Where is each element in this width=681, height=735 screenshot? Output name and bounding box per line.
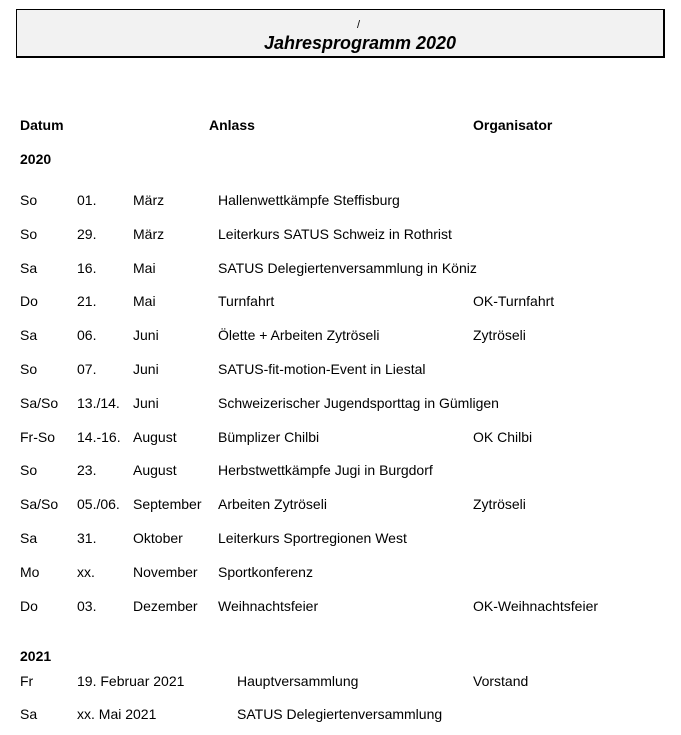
event-cell: Sportkonferenz (218, 564, 313, 580)
program-row (0, 293, 681, 311)
month-cell: Juni (133, 395, 159, 411)
month-cell: März (133, 226, 165, 242)
day-cell: Sa (20, 530, 38, 546)
month-cell: November (133, 564, 198, 580)
day-cell: Do (20, 293, 38, 309)
title-box (16, 9, 665, 58)
month-cell: Oktober (133, 530, 183, 546)
organizer-cell: Vorstand (473, 673, 529, 689)
event-cell: SATUS-fit-motion-Event in Liestal (218, 361, 426, 377)
date-number-cell: 14.-16. (77, 429, 121, 445)
program-row (0, 564, 681, 582)
organizer-cell: Zytröseli (473, 327, 526, 343)
month-cell: August (133, 462, 177, 478)
day-cell: Sa (20, 706, 38, 722)
event-cell: Leiterkurs SATUS Schweiz in Rothrist (218, 226, 452, 242)
column-header-anlass: Anlass (209, 117, 255, 133)
date-number-cell: 03. (77, 598, 97, 614)
date-number-cell: 05./06. (77, 496, 120, 512)
date-number-cell: 13./14. (77, 395, 120, 411)
date-number-cell: 23. (77, 462, 97, 478)
event-cell: Hauptversammlung (237, 673, 359, 689)
day-cell: Sa (20, 327, 38, 343)
day-cell: So (20, 361, 38, 377)
event-cell: SATUS Delegiertenversammlung (237, 706, 443, 722)
month-cell: Juni (133, 361, 159, 377)
date-number-cell: 06. (77, 327, 97, 343)
date-number-cell: 31. (77, 530, 97, 546)
month-cell: Mai (133, 293, 156, 309)
program-row (0, 598, 681, 616)
date-number-cell: 16. (77, 260, 97, 276)
date-number-cell: 29. (77, 226, 97, 242)
event-cell: Bümplizer Chilbi (218, 429, 320, 445)
organizer-cell: OK Chilbi (473, 429, 533, 445)
date-cell: xx. Mai 2021 (77, 706, 157, 722)
year-heading-2021: 2021 (20, 648, 52, 664)
program-row (0, 673, 681, 691)
program-row (0, 462, 681, 480)
day-cell: So (20, 462, 38, 478)
event-cell: Leiterkurs Sportregionen West (218, 530, 407, 546)
event-cell: Ölette + Arbeiten Zytröseli (218, 327, 380, 343)
event-cell: Hallenwettkämpfe Steffisburg (218, 192, 400, 208)
program-row (0, 530, 681, 548)
program-row (0, 327, 681, 345)
program-row (0, 496, 681, 514)
event-cell: Herbstwettkämpfe Jugi in Burgdorf (218, 462, 433, 478)
event-cell: Turnfahrt (218, 293, 275, 309)
event-cell: Arbeiten Zytröseli (218, 496, 327, 512)
day-cell: So (20, 226, 38, 242)
organizer-cell: Zytröseli (473, 496, 526, 512)
organizer-cell: OK-Turnfahrt (473, 293, 555, 309)
month-cell: Mai (133, 260, 156, 276)
month-cell: Juni (133, 327, 159, 343)
program-row (0, 260, 681, 278)
event-cell: Schweizerischer Jugendsporttag in Gümligen (218, 395, 499, 411)
program-row (0, 192, 681, 210)
year-heading-2020: 2020 (20, 151, 52, 167)
column-header-datum: Datum (20, 117, 64, 133)
day-cell: Mo (20, 564, 40, 580)
date-number-cell: 07. (77, 361, 97, 377)
column-header-organisator: Organisator (473, 117, 553, 133)
day-cell: Do (20, 598, 38, 614)
event-cell: SATUS Delegiertenversammlung in Köniz (218, 260, 477, 276)
month-cell: März (133, 192, 165, 208)
month-cell: Dezember (133, 598, 198, 614)
program-row (0, 429, 681, 447)
date-cell: 19. Februar 2021 (77, 673, 185, 689)
program-row (0, 226, 681, 244)
month-cell: September (133, 496, 202, 512)
organizer-cell: OK-Weihnachtsfeier (473, 598, 599, 614)
title-mark: / (357, 19, 361, 31)
date-number-cell: 01. (77, 192, 97, 208)
day-cell: Sa/So (20, 395, 59, 411)
day-cell: Fr-So (20, 429, 55, 445)
day-cell: Sa (20, 260, 38, 276)
program-row (0, 706, 681, 724)
date-number-cell: xx. (77, 564, 95, 580)
day-cell: So (20, 192, 38, 208)
program-row (0, 361, 681, 379)
date-number-cell: 21. (77, 293, 97, 309)
page-title: Jahresprogramm 2020 (263, 33, 457, 53)
day-cell: Sa/So (20, 496, 59, 512)
event-cell: Weihnachtsfeier (218, 598, 319, 614)
day-cell: Fr (20, 673, 34, 689)
program-row (0, 395, 681, 413)
month-cell: August (133, 429, 177, 445)
